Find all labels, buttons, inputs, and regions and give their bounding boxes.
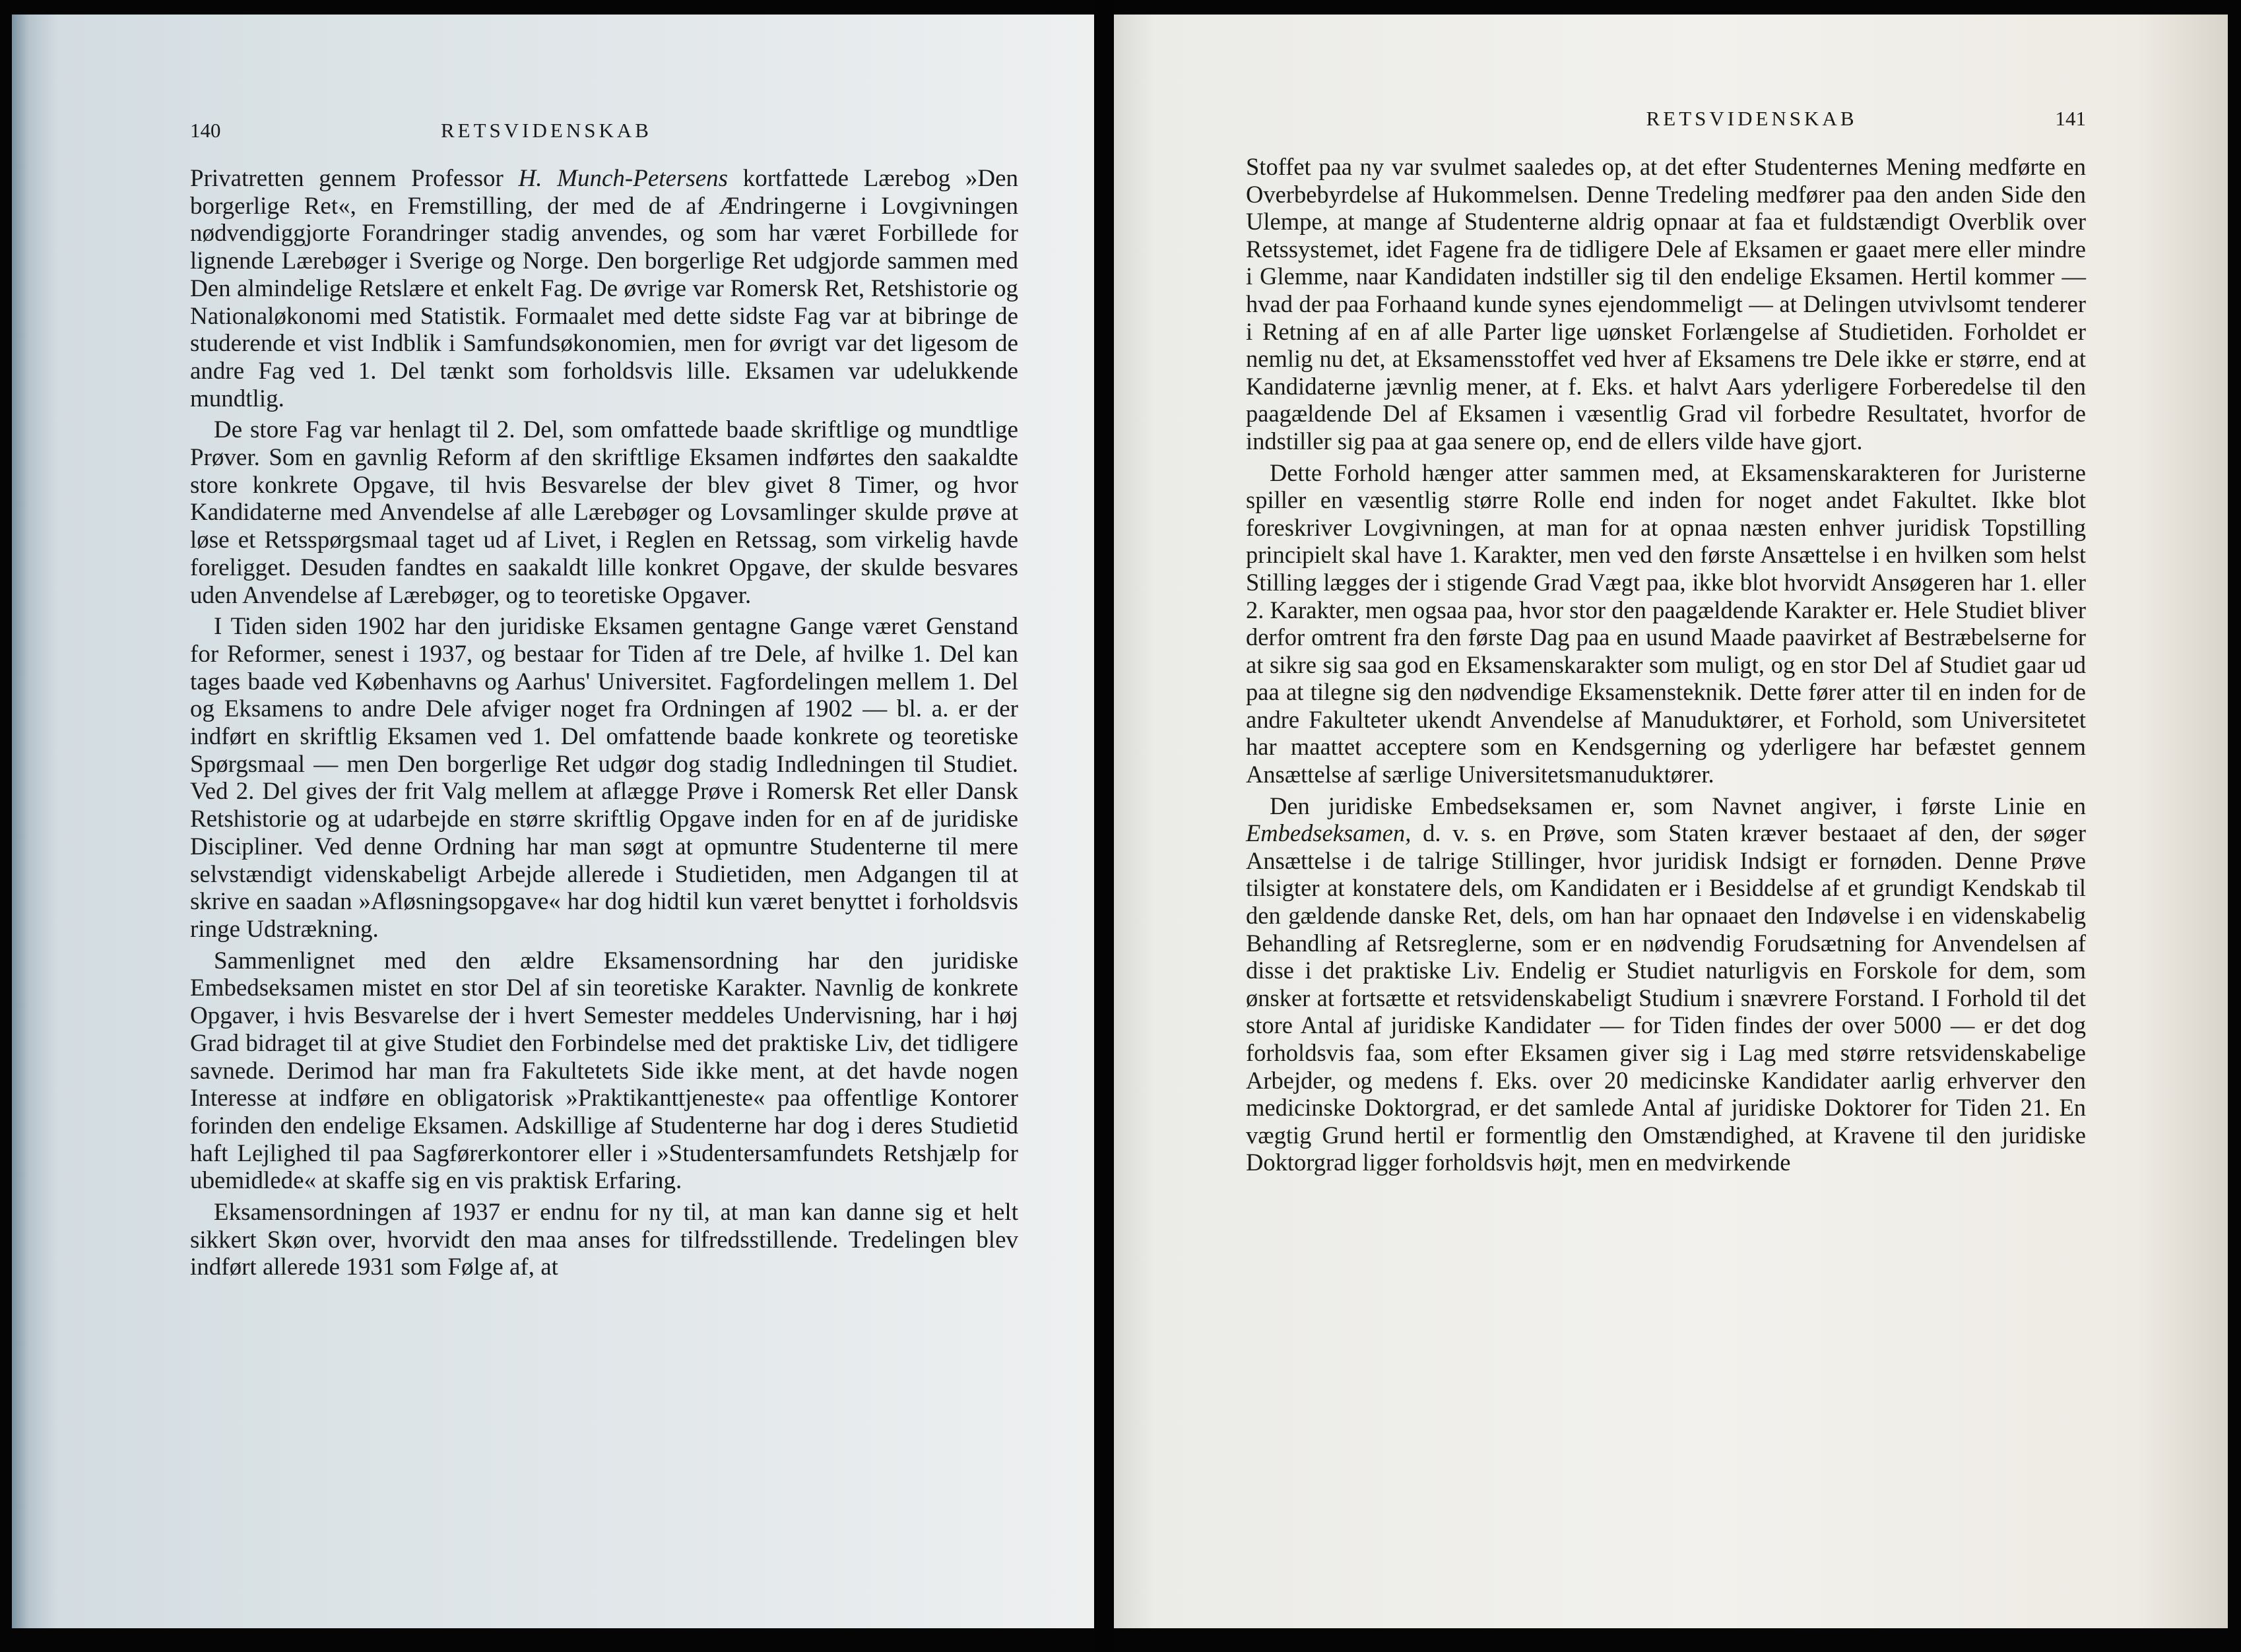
left-paragraph-3: I Tiden siden 1902 har den juridiske Eksamen gentagne Gange været Genstand for Reformer, senest i 1937, og bestaar for Tiden af tre Dele, af hvilke 1. Del kan tages baade ved Københavns og Aarhus' Universitet. Fagfordelingen mellem 1. Del og Eksamens to andre Dele afviger noget fra Ordningen af 1902 — bl. a. er der indført en skriftlig Eksamen ved 1. Del omfattende baade konkrete og teoretiske Spørgsmaal — men Den borgerlige Ret udgør dog stadig Indledningen til Studiet. Ved 2. Del gives der frit Valg mellem at aflægge Prøve i Romersk Ret eller Dansk Retshistorie og at udarbejde en større skriftlig Opgave inden for en af de juridiske Discipliner. Ved denne Ordning har man søgt at opmuntre Studenterne til mere selvstændigt videnskabeligt Arbejde allerede i Studietiden, men Adgangen til at skrive en saadan »Afløsningsopgave« har dog hidtil kun været benyttet i forholdsvis ringe Udstrækning. <box>190 613 1018 943</box>
left-page-number: 140 <box>190 119 221 142</box>
left-paragraph-5: Eksamensordningen af 1937 er endnu for ny til, at man kan danne sig et helt sikkert Skøn over, hvorvidt den maa anses for tilfredsstillende. Tredelingen blev indført allerede 1931 som Følge af, at <box>190 1199 1018 1281</box>
left-page <box>12 15 1094 1628</box>
left-running-head <box>190 119 1018 165</box>
left-paragraph-1-rest: kortfattede Lærebog »Den borgerlige Ret«, en Fremstilling, der med de af Ændringerne i Lovgivningen nødvendiggjorte Forandringer stadig anvendes, og som har været Forbillede for lignende Lærebøger i Sverige og Norge. Den borgerlige Ret udgjorde sammen med Den almindelige Retslære et enkelt Fag. De øvrige var Romersk Ret, Retshistorie og Nationaløkonomi med Statistik. Formaalet med dette sidste Fag var at bibringe de studerende et vist Indblik i Samfundsøkonomien, men for øvrigt var det ligesom de andre Fag ved 1. Del tænkt som forholdsvis lille. Eksamen var udelukkende mundtlig. <box>190 165 1019 412</box>
right-page <box>1114 15 2228 1628</box>
right-running-head <box>1246 107 2086 153</box>
right-paragraph-3 <box>1246 792 2086 1176</box>
right-paragraph-2: Dette Forhold hænger atter sammen med, at Eksamenskarakteren for Juristerne spiller en væsentlig større Rolle end inden for noget andet Fakultet. Ikke blot foreskriver Lovgivningen, at man for at opnaa næsten enhver juridisk Topstilling principielt skal have 1. Karakter, men ved den første Ansættelse i en hvilken som helst Stilling lægges der i stigende Grad Vægt paa, ikke blot hvorvidt Ansøgeren har 1. eller 2. Karakter, men ogsaa paa, hvor stor den paagældende Karakter er. Hele Studiet bliver derfor omtrent fra den første Dag paa en usund Maade paavirket af Bestræbelserne for at sikre sig saa god en Eksamenskarakter som muligt, og en stor Del af Studiet gaar ud paa at tilegne sig den nødvendige Eksamensteknik. Dette fører atter til en inden for de andre Fakulteter ukendt Anvendelse af Manuduktører, et Forhold, som Universitetet har maattet acceptere som en Kendsgerning og yderligere har befæstet gennem Ansættelse af særlige Universitetsmanuduktører. <box>1246 459 2086 788</box>
left-paragraph-4: Sammenlignet med den ældre Eksamensordning har den juridiske Embedseksamen mistet en stor Del af sin teoretiske Karakter. Navnlig de konkrete Opgaver, i hvis Besvarelse der i hvert Semester meddeles Undervisning, har i høj Grad bidraget til at give Studiet den Forbindelse med det praktiske Liv, det tidligere savnede. Derimod har man fra Fakultetets Side ikke ment, at det havde nogen Interesse at indføre en obligatorisk »Praktikanttjeneste« paa offentlige Kontorer forinden den endelige Eksamen. Adskillige af Studenterne har dog i deres Studietid haft Lejlighed til paa Sagførerkontorer eller i »Studentersamfundets Retshjælp for ubemidlede« at skaffe sig en vis praktisk Erfaring. <box>190 947 1018 1195</box>
left-paragraph-2: De store Fag var henlagt til 2. Del, som omfattede baade skriftlige og mundtlige Prøver. Som en gavnlig Reform af den skriftlige Eksamen indførtes den saakaldte store konkrete Opgave, til hvis Besvarelse der blev givet 8 Timer, og hvor Kandidaterne med Anvendelse af alle Lærebøger og Lovsamlinger skulde prøve at løse et Retsspørgsmaal taget ud af Livet, i Reglen en Retssag, som virkelig havde foreligget. Desuden fandtes en saakaldt lille konkret Opgave, der skulde besvares uden Anvendelse af Lærebøger, og to teoretiske Opgaver. <box>190 416 1018 609</box>
left-page-text <box>190 165 1018 1281</box>
left-paragraph-1 <box>190 165 1018 412</box>
right-running-title: RETSVIDENSKAB <box>1646 107 1858 130</box>
right-paragraph-1: Stoffet paa ny var svulmet saaledes op, at det efter Studenternes Mening medførte en Overbebyrdelse af Hukommelsen. Denne Tredeling medfører paa den anden Side den Ulempe, at mange af Studenterne aldrig opnaar at faa et fuldstændigt Overblik over Retssystemet, idet Fagene fra de tidligere Dele af Eksamen er gaaet mere eller mindre i Glemme, naar Kandidaten indstiller sig til den endelige Eksamen. Hertil kommer — hvad der paa Forhaand kunde synes ejendommeligt — at Delingen utvivlsomt tenderer i Retning af en af alle Parter lige uønsket Forlængelse af Studietiden. Forholdet er nemlig nu det, at Eksamensstoffet ved hver af Eksamens tre Dele ikke er større, end at Kandidaterne jævnlig mener, at f. Eks. et halvt Aars yderligere Forberedelse til den paagældende Del af Eksamen i væsentlig Grad vil forbedre Resultatet, hvorfor de indstiller sig paa at gaa senere op, end de ellers vilde have gjort. <box>1246 153 2086 455</box>
left-paragraph-1-start: Privatretten gennem Professor <box>190 165 519 192</box>
right-page-text <box>1246 153 2086 1176</box>
right-paragraph-3-emphasis: Embedseksamen, <box>1246 819 1412 847</box>
left-running-title: RETSVIDENSKAB <box>441 119 652 142</box>
book-gutter <box>1094 0 1114 1652</box>
right-page-number: 141 <box>2055 107 2086 130</box>
left-paragraph-1-emphasis: H. Munch-Petersens <box>518 165 729 192</box>
right-paragraph-3-rest: d. v. s. en Prøve, som Staten kræver bestaaet af den, der søger Ansættelse i de talrige Stillinger, hvor juridisk Indsigt er fornøden. Denne Prøve tilsigter at konstatere dels, om Kandidaten er i Besiddelse af et grundigt Kendskab til den gældende danske Ret, dels, om han har opnaaet den Indøvelse i en videnskabelig Behandling af Retsreglerne, som er en nødvendig Forudsætning for Anvendelsen af disse i det praktiske Liv. Endelig er Studiet naturligvis en Forskole for dem, som ønsker at fortsætte et retsvidenskabeligt Studium i snævrere Forstand. I Forhold til det store Antal af juridiske Kandidater — for Tiden findes der over 5000 — er det dog forholdsvis faa, som efter Eksamen giver sig i Lag med større retsvidenskabelige Arbejder, og medens f. Eks. over 20 medicinske Kandidater aarlig erhverver den medicinske Doktorgrad, er det samlede Antal af juridiske Doktorer for Tiden 21. En vægtig Grund hertil er formentlig den Omstændighed, at Kravene til den juridiske Doktorgrad ligger forholdsvis højt, men en medvirkende <box>1246 819 2086 1176</box>
right-paragraph-3-start: Den juridiske Embedseksamen er, som Navnet angiver, i første Linie en <box>1270 792 2086 819</box>
